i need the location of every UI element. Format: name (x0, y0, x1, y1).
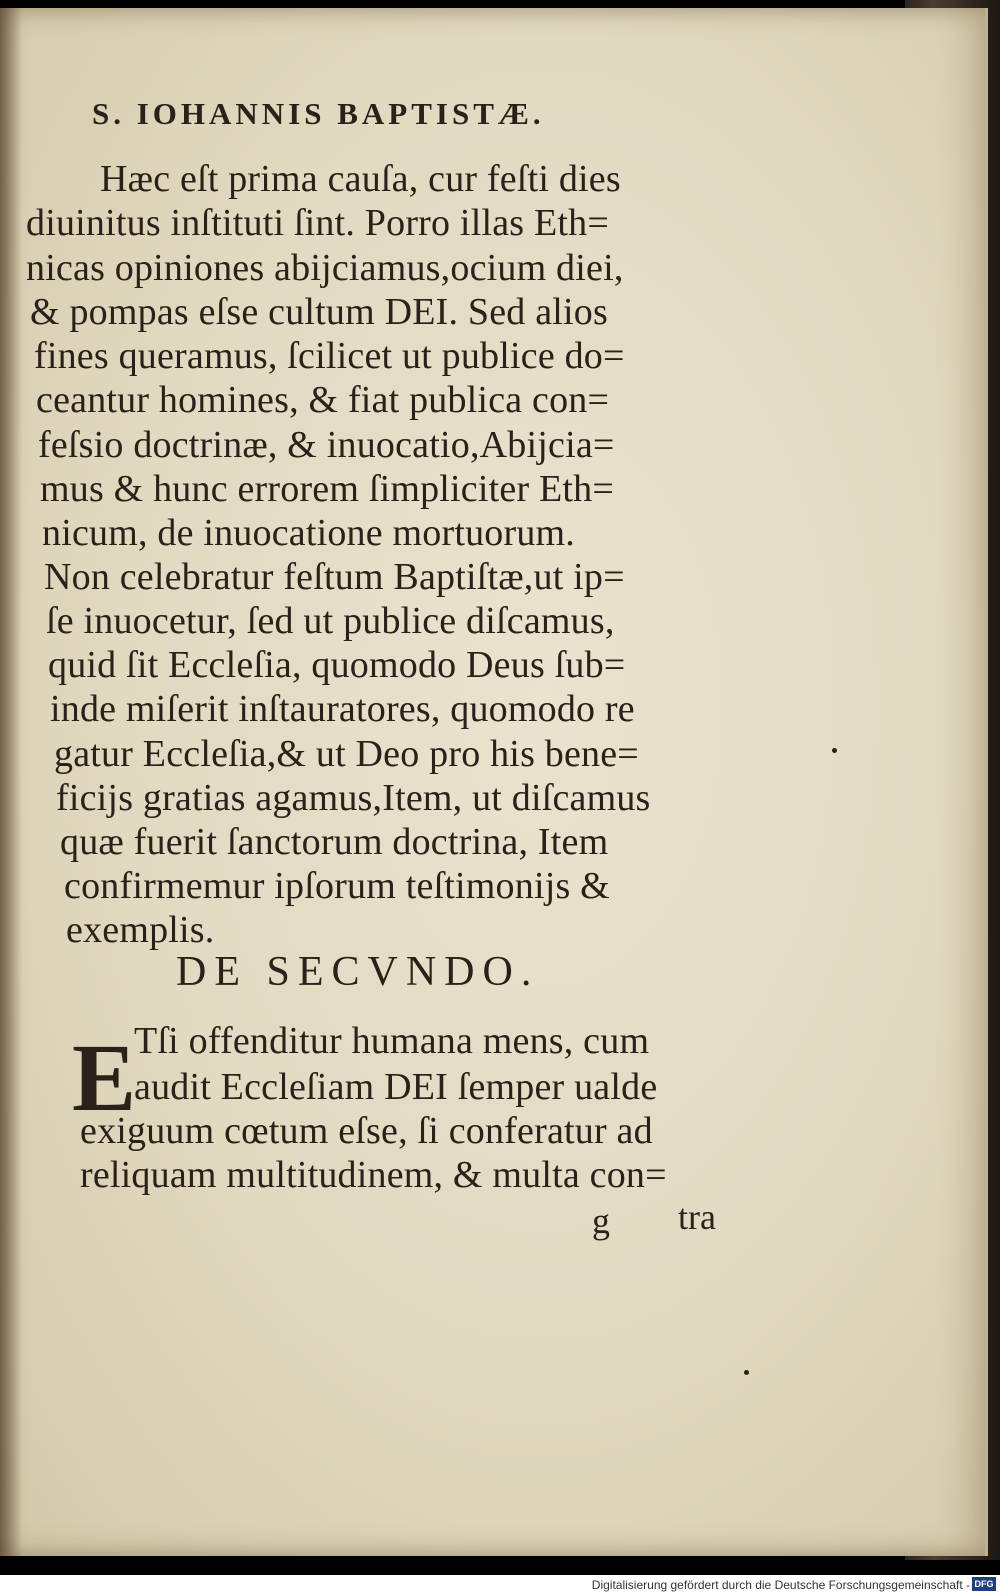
body-line: gatur Eccleſia,& ut Deo pro his bene= (54, 733, 639, 775)
body-line: & pompas eſse cultum DEI. Sed alios (30, 291, 608, 333)
section-heading: DE SECVNDO. (176, 949, 540, 995)
body-line: Hæc eſt prima cauſa, cur feſti dies (100, 158, 621, 200)
body-line: ficijs gratias agamus,Item, ut diſcamus (56, 777, 651, 819)
ink-speck (832, 748, 837, 753)
running-head: S. IOHANNIS BAPTISTÆ. (92, 96, 545, 131)
body-line: diuinitus inſtituti ſint. Porro illas Eth= (26, 202, 609, 244)
body-line: quid ſit Eccleſia, quomodo Deus ſub= (48, 644, 626, 686)
body-line: feſsio doctrinæ, & inuocatio,Abijcia= (38, 424, 615, 466)
section-line: audit Eccleſiam DEI ſemper ualde (134, 1066, 658, 1108)
body-line: nicas opiniones abijciamus,ocium diei, (26, 247, 624, 289)
body-line: confirmemur ipſorum teſtimonijs & (64, 865, 610, 907)
body-line: ſe inuocetur, ſed ut publice diſcamus, (46, 600, 615, 642)
catchword: tra (678, 1197, 716, 1237)
body-line: inde miſerit inſtauratores, quomodo re (50, 688, 635, 730)
ink-speck (744, 1370, 749, 1375)
body-line: nicum, de inuocatione mortuorum. (42, 512, 576, 554)
signature-mark: g (592, 1201, 610, 1241)
drop-cap: E (72, 1024, 137, 1131)
body-line: quæ fuerit ſanctorum doctrina, Item (60, 821, 609, 863)
body-line: exemplis. (66, 909, 215, 951)
gutter-shadow (0, 8, 22, 1556)
section-line: Tſi offenditur humana mens, cum (134, 1020, 650, 1062)
footer-credit: Digitalisierung gefördert durch die Deutsche Forschungsgemeinschaft - (591, 1578, 970, 1592)
body-line: ceantur homines, & fiat publica con= (36, 379, 610, 421)
body-line: Non celebratur feſtum Baptiſtæ,ut ip= (44, 556, 625, 598)
section-line: reliquam multitudinem, & multa con= (80, 1154, 667, 1196)
section-line: exiguum cœtum eſse, ſi conferatur ad (80, 1110, 653, 1152)
body-line: fines queramus, ſcilicet ut publice do= (34, 335, 625, 377)
body-line: mus & hunc errorem ſimpliciter Eth= (40, 468, 615, 510)
dfg-logo: DFG (972, 1577, 996, 1591)
